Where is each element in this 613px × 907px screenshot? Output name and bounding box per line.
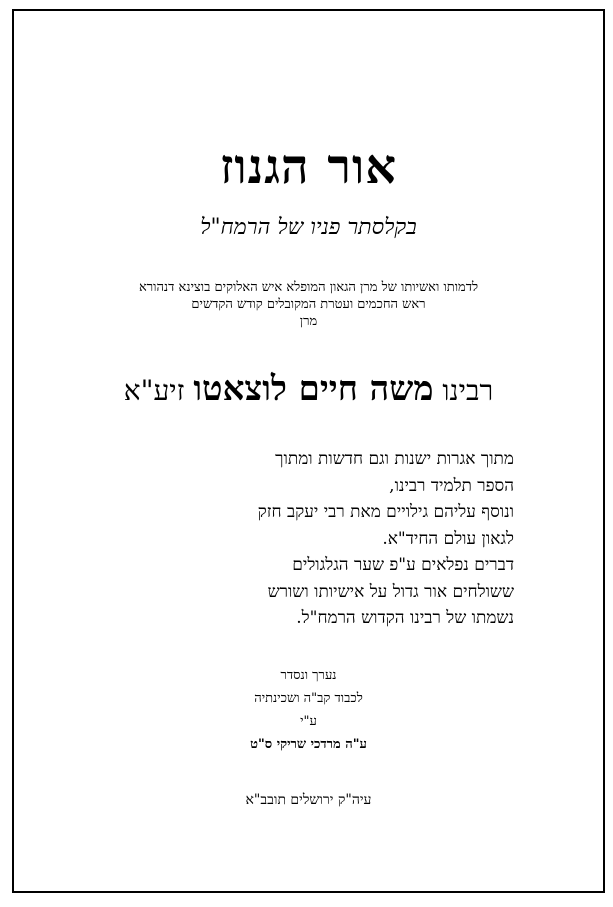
dedication-line: מרן — [299, 314, 318, 329]
author-name — [14, 371, 603, 409]
publication-place: עיה"ק ירושלים תובב"א — [245, 792, 372, 808]
author-name-main: משה חיים לוצאטו — [193, 369, 434, 409]
credits-edited: נערך ונסדר — [280, 668, 337, 683]
author-name-prefix: רבינו — [442, 374, 494, 407]
description-line: נשמתו של רבינו הקדוש הרמח"ל. — [296, 608, 514, 628]
book-subtitle: בקלסתר פניו של הרמח"ל — [200, 215, 417, 240]
dedication-line: ראש החכמים ועטרת המקובלים קודש הקדשים — [191, 297, 426, 312]
description-line: מתוך אגרות ישנות וגם חדשות ומתוך — [275, 449, 514, 469]
credits-by: ע"י — [300, 714, 317, 729]
description-line: הספר תלמיד רבינו, — [389, 475, 514, 496]
credits-block — [14, 664, 603, 756]
credits-dedication: לכבוד קב"ה ושכינתיה — [254, 691, 363, 706]
description-line: ששולחים אור גדול על אישיותו ושורש — [267, 581, 514, 602]
description-block — [94, 446, 514, 632]
description-line: ונוסף עליהם גילויים מאת רבי יעקב חזק — [257, 502, 514, 522]
credits-editor: ע"ה מרדכי שריקי ס"ט — [250, 737, 367, 752]
dedication-block — [34, 279, 583, 330]
author-name-suffix: זיע"א — [123, 374, 185, 407]
description-line: דברים נפלאים ע"פ שער הגלגולים — [292, 555, 514, 575]
description-line: לגאון עולם החיד"א. — [382, 528, 514, 549]
book-title: אור הגנוז — [219, 139, 398, 195]
dedication-line: לדמותו ואשיותו של מרן הגאון המופלא איש האלוקים בוצינא דנהורא — [138, 280, 479, 295]
